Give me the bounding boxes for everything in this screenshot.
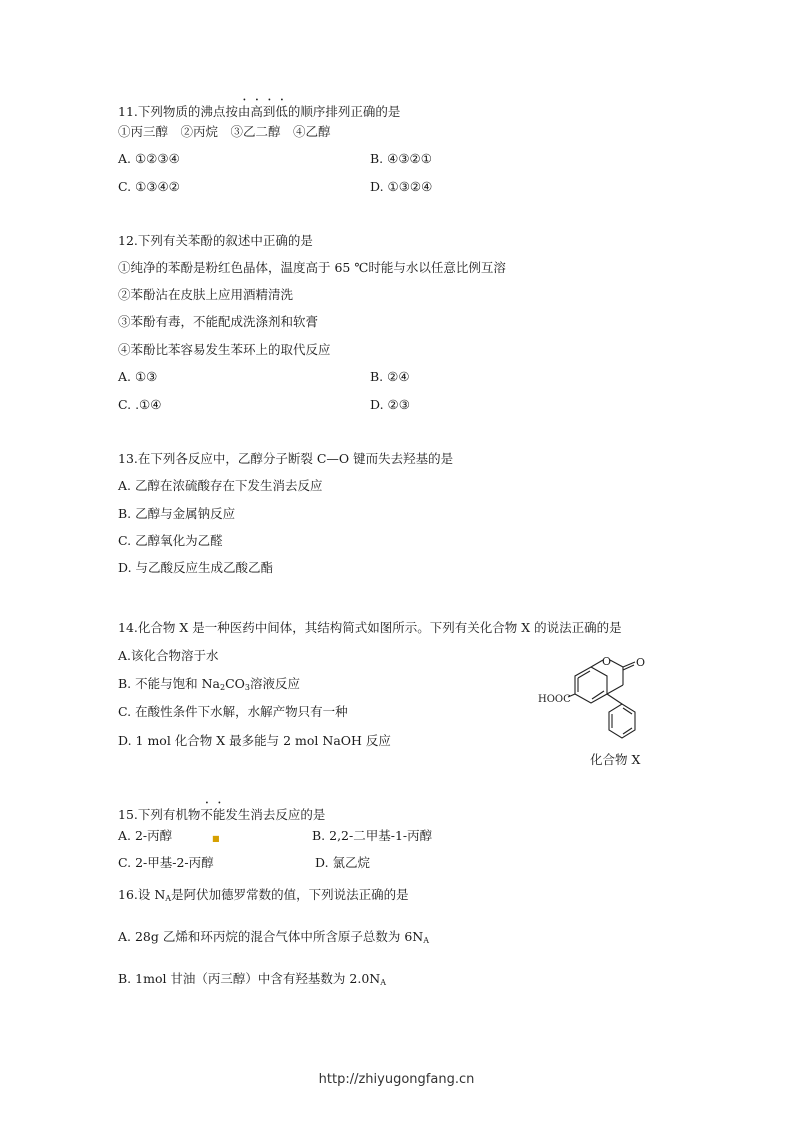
q13-option-c: C. 乙醇氧化为乙醛 (118, 533, 223, 548)
q12-option-c: C. .①④ (118, 397, 162, 412)
ring-oxygen-label: O (602, 655, 612, 668)
q14-option-b-sub2: 3 (244, 683, 250, 692)
q16-option-a (118, 929, 429, 949)
q11-stem-post: 的顺序排列正确的是 (287, 104, 401, 119)
q16-option-b-pre: B. 1mol 甘油（丙三醇）中含有羟基数为 2.0N (118, 971, 381, 986)
q14-option-c: C. 在酸性条件下水解，水解产物只有一种 (118, 704, 348, 719)
q11-option-b: B. ④③②① (370, 151, 432, 166)
q15-stem (118, 800, 325, 823)
q16-option-b (118, 971, 386, 991)
footer-url[interactable]: http://zhiyugongfang.cn (318, 1072, 475, 1087)
q16-option-b-sub: A (380, 978, 387, 987)
q11-option-c: C. ①③④② (118, 179, 180, 194)
q11-items: ①丙三醇 ②丙烷 ③乙二醇 ④乙醇 (118, 124, 331, 139)
q16-option-a-sub: A (423, 936, 430, 945)
q11-option-a: A. ①②③④ (118, 151, 180, 166)
q16-stem (118, 887, 409, 907)
q13-option-a: A. 乙醇在浓硫酸存在下发生消去反应 (118, 478, 323, 493)
q11-option-d: D. ①③②④ (370, 179, 433, 194)
q14-option-b-pre: B. 不能与饱和 Na (118, 676, 220, 691)
q12-statement-4: ④苯酚比苯容易发生苯环上的取代反应 (118, 342, 331, 357)
q15-option-b: B. 2,2-二甲基-1-丙醇 (312, 828, 433, 843)
q16-stem-post: 是阿伏加德罗常数的值，下列说法正确的是 (171, 887, 409, 902)
q13-stem: 13.在下列各反应中，乙醇分子断裂 C—O 键而失去羟基的是 (118, 451, 454, 466)
carbonyl-oxygen-label: O (636, 656, 646, 669)
q14-option-a: A.该化合物溶于水 (118, 648, 219, 663)
q15-option-d: D. 氯乙烷 (315, 855, 371, 870)
q15-stem-emphasis: 不能 (200, 807, 226, 822)
q15-stem-post: 发生消去反应的是 (225, 807, 326, 822)
q16-option-a-pre: A. 28g 乙烯和环丙烷的混合气体中所含原子总数为 6N (118, 929, 424, 944)
q12-stem: 12.下列有关苯酚的叙述中正确的是 (118, 233, 313, 248)
q14-stem: 14.化合物 X 是一种医药中间体，其结构简式如图所示。下列有关化合物 X 的说法正确的是 (118, 620, 622, 635)
stray-mark: ■ (212, 834, 220, 843)
compound-x-caption: 化合物 X (590, 752, 641, 767)
q12-option-a: A. ①③ (118, 369, 158, 384)
q11-stem-pre: 11.下列物质的沸点按 (118, 104, 238, 119)
q15-option-c: C. 2-甲基-2-丙醇 (118, 855, 214, 870)
q12-option-b: B. ②④ (370, 369, 410, 384)
q14-option-d: D. 1 mol 化合物 X 最多能与 2 mol NaOH 反应 (118, 733, 391, 748)
q13-option-d: D. 与乙酸反应生成乙酸乙酯 (118, 560, 274, 575)
q12-option-d: D. ②③ (370, 397, 410, 412)
q14-option-b-sub1: 2 (220, 683, 226, 692)
q16-stem-sub: A (165, 894, 172, 903)
q14-option-b (118, 676, 300, 696)
q16-stem-pre: 16.设 N (118, 887, 166, 902)
q13-option-b: B. 乙醇与金属钠反应 (118, 506, 236, 521)
q15-stem-pre: 15.下列有机物 (118, 807, 201, 822)
benzene-ring-fused (575, 667, 607, 703)
q15-option-a: A. 2-丙醇 (118, 828, 173, 843)
q12-statement-3: ③苯酚有毒，不能配成洗涤剂和软膏 (118, 314, 319, 329)
q12-statement-2: ②苯酚沾在皮肤上应用酒精清洗 (118, 287, 294, 302)
q14-option-b-post: 溶液反应 (250, 676, 301, 691)
q12-statement-1: ①纯净的苯酚是粉红色晶体，温度高于 65 ℃时能与水以任意比例互溶 (118, 260, 506, 275)
q11-stem-emphasis: 由高到低 (237, 104, 288, 119)
phenyl-ring (609, 704, 635, 738)
q11-stem (118, 97, 400, 120)
q14-option-b-mid: CO (225, 676, 245, 691)
hooc-group-label: HOOC (538, 694, 571, 705)
